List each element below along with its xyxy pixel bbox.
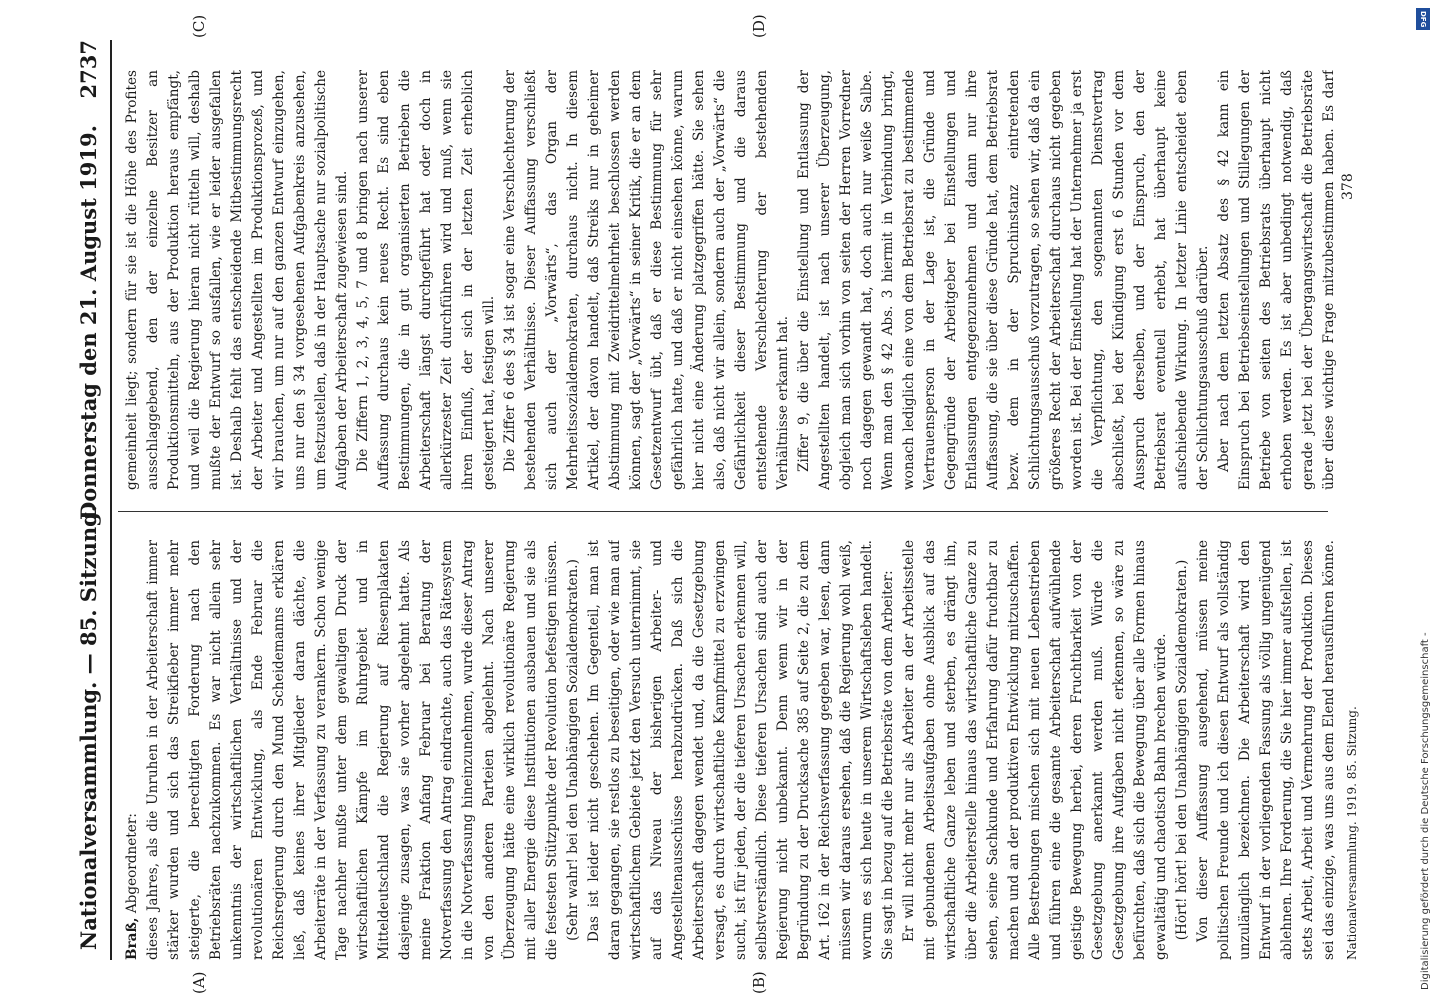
paragraph: gemeinheit liegt; sondern für sie ist die Höhe des Profites ausschlaggebend, den der einzelne Besitzer an Produktionsmitteln, aus der Produktion heraus empfängt, und weil die Regierung hieran nicht rütteln will, deshalb mußte der Entwurf so ausfallen, wie er leider ausgefallen ist. Deshalb fehlt das entscheidende Mitbestimmungsrecht der Arbeiter und Angestellten im Produktionsprozeß, und wir brauchen, um nur auf den ganzen Entwurf einzugehen, uns nur den § 34 vorgesehenen Aufgabenkreis anzusehen, um festzustellen, daß in der Hauptsache nur sozialpolitische Aufgaben der Arbeiterschaft zugewiesen sind. [124, 70, 350, 490]
paragraph: Aber nach dem letzten Absatz des § 42 kann ein Einspruch bei Betriebseinstellungen und Stillegungen der Betriebe von seiten des Betriebsrats überhaupt nicht erhoben werden. Es ist aber unbedingt notwendig, daß gerade jetzt bei der Übergangswirtschaft die Betriebsräte über diese wichtige Frage mitzubestimmen haben. Es darf [1216, 70, 1337, 490]
margin-marker-d: (D) [750, 14, 768, 38]
paragraph: Das ist leider nicht geschehen. Im Gegenteil, man ist daran gegangen, sie restlos zu beseitigen, oder wie man auf wirtschaftlichem Gebiete jetzt den Versuch unternimmt, sie auf das Niveau der bisherigen Arbeiter- und Angestelltenausschüsse herabzudrücken. Daß sich die Arbeiterschaft dagegen wendet und, da die Gesetzgebung versagt, es durch wirtschaftliche Kampfmittel zu erzwingen sucht, ist für jeden, der die tieferen Ursachen erkennen will, selbstverständlich. Diese tieferen Ursachen sind auch der Regierung nicht unbekannt. Denn wenn wir in der Begründung zu der Drucksache 385 auf Seite 2, die zu dem Art. 162 in der Reichsverfassung gegeben war, lesen, dann müssen wir daraus ersehen, daß die Regierung wohl weiß, worum es sich heute in unserem Wirtschaftsleben handelt. Sie sagt in bezug auf die Betriebsräte von dem Arbeiter: [586, 540, 896, 960]
digitization-credit: Digitalisierung gefördert durch die Deutsche Forschungsgemeinschaft - [1420, 632, 1431, 990]
page-header [70, 40, 112, 960]
dfg-logo: DFG [1416, 8, 1430, 30]
quote-paragraph: Er will nicht mehr nur als Arbeiter an der Arbeitsstelle mit gebundenen Arbeitsaufgaben ohne Ausblick auf das wirtschaftliche Ganze leben und sterben, es drängt ihn, über die Arbeiterstelle hinaus das wirtschaftliche Ganze zu sehen, seine Sachkunde und Erfahrung dafür fruchtbar zu machen und an der produktiven Entwicklung mitzuschaffen. Alle Bestrebungen mischen sich mit neuen Lebenstrieben und führen eine die gesamte Arbeiterschaft aufwühlende geistige Bewegung herbei, deren Fruchtbarkeit von der Gesetzgebung anerkannt werden muß. Würde die Gesetzgebung ihre Aufgaben nicht erkennen, so wäre zu befürchten, daß sich die Bewegung über alle Formen hinaus gewaltätig und chaotisch Bahn brechen würde. [901, 540, 1169, 960]
header-left: Nationalversammlung. — 85. Sitzung. [76, 504, 101, 950]
interjection: (Sehr wahr! bei den Unabhängigen Sozialdemokraten.) [565, 559, 581, 941]
margin-marker-c: (C) [190, 14, 208, 38]
interjection: (Hört! hört! bei den Unabhängigen Sozialdemokraten.) [1174, 559, 1190, 941]
paragraph: Ziffer 9, die über die Einstellung und Entlassung der Angestellten handelt, ist nach unserer Überzeugung, obgleich man sich vorhin von seiten der Herren Vorredner noch dagegen gewandt hat, doch auch nur weiße Salbe. Wenn man den § 42 Abs. 3 hiermit in Verbindung bringt, wonach lediglich eine von dem Betriebsrat zu bestimmende Vertrauensperson in der Lage ist, die Gründe und Gegengründe der Arbeitgeber bei Einstellungen und Entlassungen entgegenzunehmen und dann nur ihre Auffassung, die sie über diese Gründe hat, dem Betriebsrat bezw. dem in der Spruchinstanz eintretenden Schlichtungsausschuß vorzutragen, so sehen wir, daß da ein größeres Recht der Arbeiterschaft durchaus nicht gegeben worden ist. Bei der Einstellung hat der Unternehmer ja erst die Verpflichtung, den sogenannten Dienstvertrag abschließt, bei der Kündigung erst 6 Stunden vor dem Ausspruch derselben, und der Einspruch, den der Betriebsrat eventuell erhebt, hat überhaupt keine aufschiebende Wirkung. In letzter Linie entscheidet eben der Schlichtungsausschuß darüber. [796, 70, 1211, 490]
margin-marker-a: (A) [190, 971, 208, 994]
margin-marker-b: (B) [750, 971, 768, 994]
paragraph: dieses Jahres, als die Unruhen in der Arbeiterschaft immer stärker wurden und sich das Streikfieber immer mehr steigerte, die berechtigten Forderung nach den Betriebsräten nachzukommen. Es war nicht allein sehr unkenntnis der wirtschaftlichen Verhältnisse und der revolutionären Entwicklung, als Ende Februar die Reichsregierung durch den Mund Scheidemanns erklären ließ, daß keines ihrer Mitglieder daran dächte, die Arbeiterräte in der Verfassung zu verankern. Schon wenige Tage nachher mußte unter dem gewaltigen Druck der wirtschaftlichen Kämpfe im Ruhrgebiet und in Mitteldeutschland die Regierung auf Riesenplakaten dasjenige zusagen, was sie vorher abgelehnt hatte. Als meine Fraktion Anfang Februar bei Beratung der Notverfassung den Antrag eindrachte, auch das Rätesystem in die Notverfassung hineinzunehmen, wurde dieser Antrag von den anderen Parteien abgelehnt. Nach unserer Überzeugung hätte eine wirklich revolutionäre Regierung mit aller Energie diese Institutionen ausbauen und sie als die festesten Stützpunkte der Revolution befestigen müssen. [145, 540, 560, 960]
speaker-name: Braß, [124, 917, 140, 960]
paragraph: Die Ziffern 1, 2, 3, 4, 5, 7 und 8 bringen nach unserer Auffassung durchaus kein neues Recht. Es sind eben Bestimmungen, die in gut organisierten Betrieben die Arbeiterschaft längst durchgeführt hat oder doch in allerkürzester Zeit durchführen wird und muß, wenn sie ihren Einfluß, der sich in der letzten Zeit erheblich gesteigert hat, festigen will. [355, 70, 497, 490]
paragraph: Die Ziffer 6 des § 34 ist sogar eine Verschlechterung der bestehenden Verhältnisse. Dieser Auffassung verschließt sich auch der „Vorwärts“, das Organ der Mehrheitssozialdemokraten, durchaus nicht. In diesem Artikel, der davon handelt, daß Streiks nur in geheimer Abstimmung mit Zweidrittelmehrheit beschlossen werden können, sagt der „Vorwärts“ in seiner Kritik, die er an dem Gesetzentwurf übt, daß er diese Bestimmung für sehr gefährlich hatte, und daß er nicht einsehen könne, warum hier nicht eine Änderung platzgegriffen hätte. Sie sehen also, daß nicht wir allein, sondern auch der „Vorwärts“ die Gefährlichkeit dieser Bestimmung und die daraus entstehende Verschlechterung der bestehenden Verhältnisse erkannt hat. [502, 70, 791, 490]
signature-number: 378 [1340, 173, 1356, 200]
speaker-line [122, 540, 143, 960]
page-content [70, 14, 1360, 994]
speaker-note: Abgeordneter: [124, 813, 140, 914]
left-column [122, 540, 1342, 960]
page-footer: Nationalversammlung. 1919. 85. Sitzung. [1345, 706, 1359, 960]
right-column [122, 70, 1342, 490]
header-date: Donnerstag den 21. August 1919. [76, 125, 101, 520]
column-divider [118, 511, 1328, 512]
page-number: 2737 [76, 40, 101, 99]
paragraph: Von dieser Auffassung ausgehend, müssen meine politischen Freunde und ich diesen Entwurf als vollständig unzulänglich bezeichnen. Die Arbeiterschaft wird den Entwurf in der vorliegenden Fassung als völlig ungenügend ablehnen. Ihre Forderung, die Sie hier immer aufstellen, ist stets Arbeit, Arbeit und Vermehrung der Produktion. Dieses sei das einzige, was uns aus dem Elend herausführen könne. [1195, 540, 1337, 960]
